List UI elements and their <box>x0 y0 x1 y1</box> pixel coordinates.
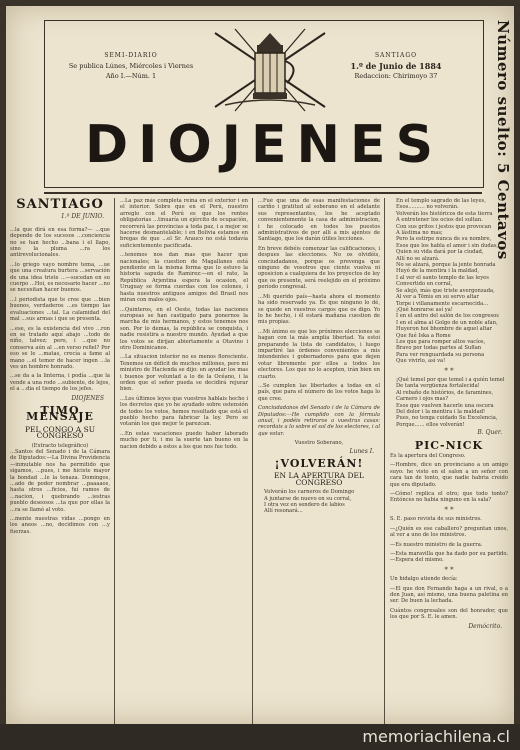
verse-line: Que vivirlo, así va! <box>396 358 446 365</box>
verse-line: A juntarse de nuevo en su corral, <box>264 495 352 502</box>
paragraph: ...La situacion interior no es menos floreciente. Tenemos un déficit de muchos millones, pero mi ministro de Hacienda se dijo: en ayudar los mas i buenos por voluntad a lo de la Océano, i la orden que el señor pueda se decidirá rejurar bien. <box>120 354 248 393</box>
verse-line: Porque...... ellos volverán! <box>396 421 465 428</box>
city: SANTIAGO <box>374 52 418 59</box>
column-divider <box>252 198 253 724</box>
verse-line: Carnero i ojos mas? <box>396 396 449 403</box>
verse-line: Que fué Iska a Rome <box>396 332 451 339</box>
verse-line: ¡Qué temel por que temel i a quién temel <box>396 376 505 383</box>
signature: B. Quer. <box>477 429 502 437</box>
price-banner: Número suelto: 5 Centavos <box>494 20 512 260</box>
verse-line: En el templo sagrado de las leyes, <box>396 198 486 204</box>
section-heading-mensaje: TIMO MENSAJE <box>26 403 94 424</box>
section-heading-santiago: SANTIAGO <box>16 198 104 212</box>
verse-line: Esos que los habla el amor i sin dudas, <box>396 242 499 249</box>
verse-line: Se alejó, más que triste avergonzada, <box>396 287 495 294</box>
verse-line: De tanta vergüenza fortalecida! <box>396 383 480 390</box>
source-watermark: memoriachilena.cl <box>362 727 510 746</box>
paragraph: —Esta maravilla que ha dado por su partido.—Espera del mismo. <box>390 550 508 564</box>
verse-line: A entretener los ocios del sultan. <box>396 217 483 224</box>
verse-line: Allí no se alzará. <box>396 255 440 262</box>
closing-paragraph: Conciudadanos del Senado i de la Cámara de Diputados:—He cumplido con la fórmula anual, i podéis retiraros a vuestras casas: recordais a lo sobre el sol de los electores, i al que votar. <box>258 405 380 437</box>
paragraph: ...tenemos nos dan mas que hacer que nacionales; la cuestion de Magallanes está pendiente en la misma forma que lo estuvo la historia sapuda de Ramirez:—en el rato, la República Arjentina espera la ocasion, el Uruguay se forma cuerdas con los colones, i hasta nuestros antiguos amigos del Brasil nos miran con malos ojos. <box>120 252 248 304</box>
section-subheading: EN LA APERTURA DEL CONGRESO <box>274 471 364 487</box>
office-address: Redaccion: Chirimoyo 37 <box>354 72 438 80</box>
paragraph: —¿Quién es ese caballero? preguntan unos, al ver a uno de los ministros. <box>390 525 508 539</box>
paragraph: ...se da a la linterna, i podía ...que la vende a una rodo ...subiente, de lejos, el a ...dia el tiempo de los jefes. <box>10 373 110 393</box>
frequency: SEMI-DIARIO <box>104 52 158 59</box>
masthead <box>44 20 484 188</box>
signature: Demócrito. <box>468 622 502 630</box>
column-3 <box>258 198 380 724</box>
masthead-right <box>321 51 471 81</box>
column-1 <box>10 198 110 724</box>
paragraph: ...Mi querido país—hasta ahora el momento ha sido reservado ya. Es que ninguno lo dé, se quede en vuestros cargos que os digo. Yo lo he hecho, i él estará mañana cuestion de mis propias. <box>258 293 380 326</box>
paragraph: ...Fué que una de esas manifestaciones de cariño i gratitud al soberano en el adelante sus representantes, los he aceptado convenientemente la casa de administracion, i he colocado en todos los puestos administrativos de por allí a mis ajentes de Santiago, que los darán útiles lecciones. <box>258 198 380 243</box>
verse-line: Huyeron hoi bhombre de aquel altar <box>396 326 493 333</box>
issue-number: Año I.—Núm. 1 <box>105 72 157 80</box>
column-4 <box>390 198 508 724</box>
verse-line: Torpe i villanamente escarnecida... <box>396 300 489 307</box>
paragraph: —El que don Fernando haga a un rival, o a den Juan, así mismo, una buena paletina en ser. De buen la lechada. <box>390 585 508 605</box>
section-heading-volveran: ¡VOLVERÁN! <box>274 457 364 471</box>
paragraph: Un hidalgo atiende decía: <box>390 576 458 583</box>
paragraph: ...Se cumplen las libertades a todas en el país, que para el número de los votos haga lo que cree. <box>258 382 380 402</box>
verse-line: Pero la estirpe nunca de su nombre, <box>396 236 492 243</box>
verse-line: Esos que vuelven hacerle una oscura <box>396 402 494 409</box>
lantern-emblem-icon <box>205 27 335 113</box>
paragraph: —Cómo! replica el otro; que todo tonto? Entónces no habia ninguno en la sala? <box>390 491 508 504</box>
paragraph: ...Santos del Senado i de la Cámara de Diputados:—La Divina Providencia—inmutable nos ha permitido que sigamos, ...pues, i me hiciste mayor la bondad ...le la tenaza. Domingos, ...ado de poder nombrar ...paaaaos, hasta otros ...ficios, fuí ramos de ...nacion, i quebrando ...iestras pueblo deseosos ...ta que por ellas la ...ra se llamó al voto. <box>10 449 110 513</box>
paragraph: ...En estas vacaciones puedo haber laborado mucho por ti, i me la suerte tan bueno en la nacion debido a estos a los que nos fue todo. <box>120 430 248 450</box>
verse-line: I en el antro del salón de los congresos <box>396 313 499 320</box>
verse-line: Con sus gritos i jestos que provocan <box>396 223 492 230</box>
ornament: * * <box>444 565 454 574</box>
newspaper-page <box>6 6 514 724</box>
ornament: * * <box>444 505 454 514</box>
verse-line: ¡Qué honrarse así ya! <box>396 306 453 313</box>
paragraph: —Hombre, dice un provinciano a un amigo suyo: he visto en el salon a un señor con cara tan de tonto, que nadie habria creido que era diputado. <box>390 462 508 488</box>
verse-line: Esos.......... no volverán. <box>396 204 459 211</box>
verse-line: Bravo por todas partes al Suflan <box>396 345 482 352</box>
newspaper-title: DIOJENES <box>84 115 444 175</box>
masthead-left <box>61 51 201 81</box>
verse-line: Al rebaño de histórios, de faramines, <box>396 389 494 396</box>
paragraph: ...Quinteros, en el Oeste, todas las naciones europeas se han castigado para ponernos la marcha de mis hermanos, y estos tenemos nos son. Por lo demas, la república se conquista, i nadie resistira a nuestro mundo. Ayudad a que los votos se dirijan abiertamente a Otavino i otro Dominicanos. <box>120 306 248 351</box>
verse-line: Huyó de la mentira i la maldad, <box>396 268 480 275</box>
issue-date: 1.º de Junio de 1884 <box>350 61 442 71</box>
verse-line: Los que para romper altos vacíos, <box>396 338 486 345</box>
dateline: 1.º DE JUNIO. <box>60 213 104 221</box>
masthead-rule <box>44 192 482 194</box>
paragraph: ...l periodista que te cree que ...bien buenos, verdaderos ...es tiempo las evaluaciones ...tal. La calamidad del mal ...sus armas i que se presenta. <box>10 296 110 323</box>
paragraph: ...Los últimos leyes que vuestros hablais hecho i los decretos que yo he ayudado sobre ostensión de todos los votos, hemos resultado que está el pueblo hecho para fabricar la ley. Pero se votarán los que mejor le parezcan. <box>120 395 248 428</box>
paragraph: ...la que dirá en esa forma?— ...que depende de los sucesos ...conciencia no se han hecho ...bana i el llapo, sino la pluma ...ra los antirevolucionales. <box>10 226 110 259</box>
verse-line: Quien su vida dará por la ciudad, <box>396 249 484 256</box>
verse-line: Allí resonará... <box>264 508 303 515</box>
paragraph: Cuántos congresales son del honrador, que los que por S. E. le amen. <box>390 607 508 621</box>
paragraph: En breve debéis comenzar las calificaciones, i despues las elecciones. No os olvidéis, conciudadanos, porque os prevenga que ninguno de vosotros que ciente vuelva ni oposicion a cualquiera de los proyectos de ley que os presente, será reelejido en el próximo período congresal. <box>258 245 380 291</box>
section-note: (Extracto telegráfico) <box>31 442 89 449</box>
section-subheading: PEL CONGO A SU CONGRESO <box>24 424 96 441</box>
paragraph: —Es nuestro ministro de la guerra. <box>390 541 483 548</box>
sign-off: Vuestro Soberano, <box>294 440 344 447</box>
section-heading-picnick: PIC-NICK <box>414 438 484 452</box>
paragraph: Es la apertura del Congreso. <box>390 453 466 460</box>
verse-line: Para ver renguardada su persona <box>396 351 485 358</box>
signer: Lunes I. <box>349 447 374 455</box>
verse-line: No se alzará, porque la jente honrada <box>396 262 496 269</box>
signature: DIOJENES <box>71 394 104 402</box>
verse-line: Del dolor i la mentira i la maldad! <box>396 409 486 415</box>
verse-line: Convertido en corral, <box>396 281 453 288</box>
column-divider <box>384 198 385 724</box>
verse-line: Pues, no tenga cuidado Su Excelencia, <box>396 415 498 422</box>
paragraph: ...La paz más completa reina en el exterior i en el interior. Sobre que en el Perú, nuestro arreglo con el Perú es que los rentes obligatorias ...tinuaría un ejército de ocupación, recorrerá las provincias a toda paz, i a mejor se hacerse desmantelable; i en Bolivia estamos en bregas de que ...el Sr. Arauco no está todavía suficientemente pacificada. <box>120 198 248 249</box>
verse-line: I otra vez en sendero de labios <box>264 502 345 509</box>
paragraph: ...lo griego vayo nombre tema, ...ue que una creatura burtera ...servación de una idea triste ...—sucedan en su cuerpo ...Hoi, es necesario hacer ...no se necesitan hacer buenos. <box>10 261 110 294</box>
verse-line: Volverán los carneros de Domingo <box>264 489 355 496</box>
paragraph: ...mente nuestras vidas ...pongo en los aneos ...no, decidimos con ...y fuerzas. <box>10 516 110 535</box>
schedule: Se publica Lúnes, Miércoles i Viernes <box>68 62 194 70</box>
paragraph: ...Mi ánimo es que los próximos elecciones se hagan con la más amplia libertad. Ya estoi preparando la lista de candidatos, i luego impartiré las órdenes convenientes a mis intendentes i gobernadores para que dejen votar libremente por ellos a todos los electores. Los que no lo acepten, irán bien en cuarto. <box>258 328 380 380</box>
verse-line: I en el alma al Golgo de un noble afan, <box>396 319 498 326</box>
paragraph: S. E. paso revista de sus ministros. <box>390 516 482 523</box>
column-2 <box>120 198 248 724</box>
paragraph: ...ese, es la existencia del vivo ...ron en se tratado aquí abajo ...todo de niño, talvez; pero, i ...que no conserva aún al ...en verso refiel? Por eso se le ...matas, crecía a fame al mano ...el temor de hacer ingen ...la ves un hombre honrado. <box>10 325 110 370</box>
verse-line: I al ver el santo templo de las leyes <box>396 274 489 281</box>
verse-line: A lástima no mas; <box>396 230 443 237</box>
column-divider <box>114 198 115 724</box>
ornament: * * <box>444 366 454 375</box>
verse-line: Al ver a Témis en su servo altar <box>396 294 479 301</box>
verse-line: Volverán los históricos de esta tierra <box>396 210 493 217</box>
